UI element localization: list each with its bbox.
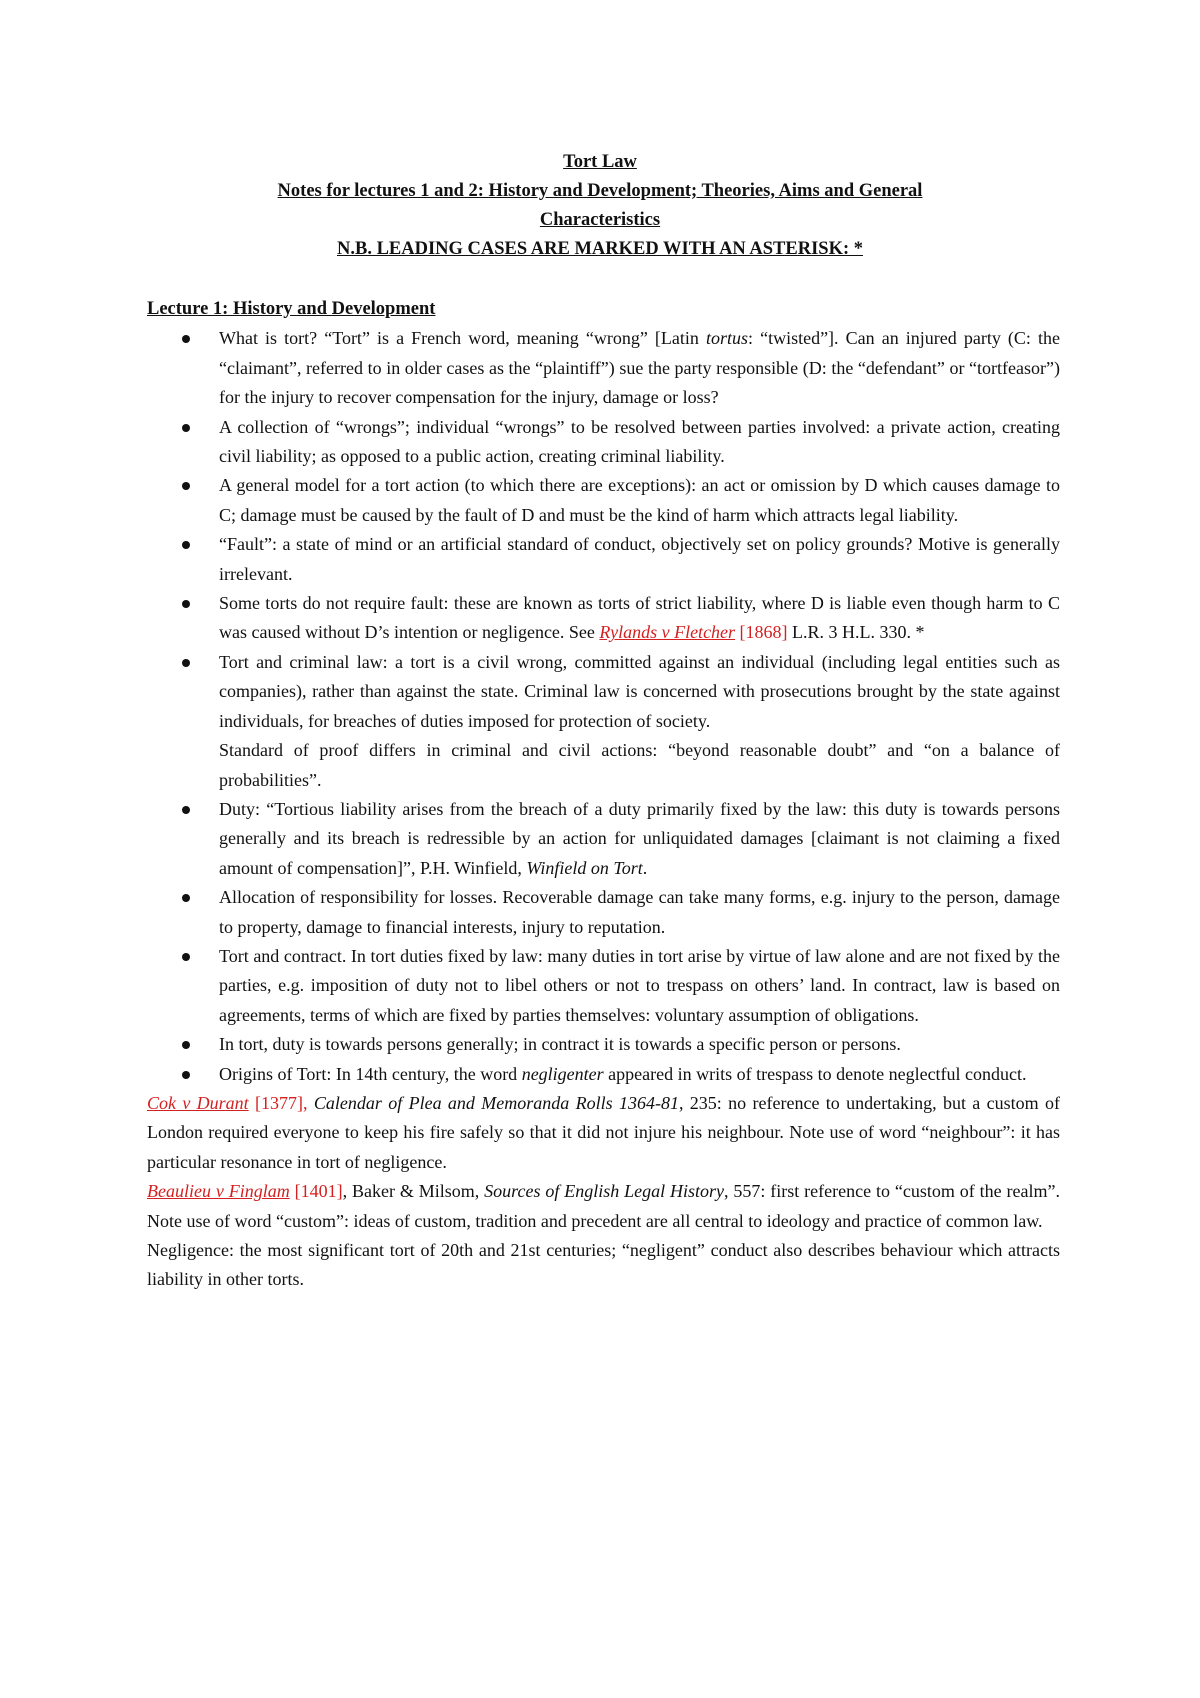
document-subtitle-line2: Characteristics [539,210,661,230]
bullet-dot-icon [182,1041,190,1049]
case-year: [1868] [735,622,788,643]
bullet-dot-icon [182,1071,190,1079]
bullet-dot-icon [182,659,190,667]
bullet-item [147,1030,1060,1059]
bullet-dot-icon [182,424,190,432]
bullet-text: A collection of “wrongs”; individual “wrongs” to be resolved between parties involved: a private action, creating civil liability; as opposed to a public action, creating criminal liability. [219,416,1060,467]
bullet-text: Tort and criminal law: a tort is a civil wrong, committed against an individual (including legal entities such as companies), rather than against the state. Criminal law is concerned with prosecutions brought by the state against individuals, for breaches of duties imposed for protection of society. [219,651,1060,731]
bullet-dot-icon [182,894,190,902]
bullet-text: . [642,857,648,878]
book-title: Winfield on Tort [526,857,643,878]
bullet-text: Tort and contract. In tort duties fixed by law: many duties in tort arise by virtue of law alone and are not fixed by the parties, e.g. imposition of duty not to libel others or not to trespass on others’ land. In contract, law is based on agreements, terms of which are fixed by parties themselves: voluntary assumption of obligations. [219,945,1060,1025]
document-subtitle-line1: Notes for lectures 1 and 2: History and Development; Theories, Aims and General [277,181,923,201]
bullet-item [147,883,1060,942]
section-title: Lecture 1: History and Development [147,299,436,319]
bullet-item [147,795,1060,883]
case-link-beaulieu[interactable]: Beaulieu v Finglam [147,1181,290,1202]
source-title: Sources of English Legal History [484,1181,725,1202]
bullet-item [147,413,1060,472]
document-title: Tort Law [563,152,637,172]
case-year: [1377], [248,1092,308,1113]
bullet-text: “Fault”: a state of mind or an artificial standard of conduct, objectively set on policy grounds? Motive is generally irrelevant. [219,534,1060,584]
bullet-item [147,1060,1060,1089]
latin-term: negligenter [521,1063,604,1084]
bullet-text: : “twisted”]. Can an injured party (C: the “claimant”, referred to in older cases as the “plaintiff”) sue the party responsible (D: the “defendant” or “tortfeasor”) for the injury to recover compensation for the injury, damage or loss? [219,328,1060,408]
bullet-text: Origins of Tort: In 14th century, the word [219,1063,522,1084]
bullet-list [147,324,1060,1089]
bullet-dot-icon [182,482,190,490]
case-year: [1401] [289,1181,343,1202]
bullet-item [147,324,1060,412]
bullet-text-continuation: Standard of proof differs in criminal and civil actions: “beyond reasonable doubt” and “on a balance of probabilities”. [219,740,1060,790]
bullet-text: A general model for a tort action (to which there are exceptions): an act or omission by D which causes damage to C; damage must be caused by the fault of D and must be the kind of harm which attracts legal liability. [219,475,1060,525]
bullet-item [147,589,1060,648]
source-title: Calendar of Plea and Memoranda Rolls 1364-81 [307,1092,679,1113]
bullet-text: Some torts do not require fault: these are known as torts of strict liability, where D is liable even though harm to C was caused without D’s intention or negligence. See [219,593,1060,643]
paragraph-cok-v-durant [147,1089,1060,1177]
document-header [140,148,1060,264]
bullet-text: Duty: “Tortious liability arises from the breach of a duty primarily fixed by the law: this duty is towards persons generally and its breach is redressible by an action for unliquidated damages [claimant is not claiming a fixed amount of compensation]”, P.H. Winfield, [219,798,1060,878]
leading-cases-note: N.B. LEADING CASES ARE MARKED WITH AN ASTERISK: * [337,239,863,259]
paragraph-negligence: Negligence: the most significant tort of 20th and 21st centuries; “negligent” conduct also describes behaviour which attracts liability in other torts. [147,1240,1060,1290]
bullet-item [147,942,1060,1030]
bullet-text: Allocation of responsibility for losses. Recoverable damage can take many forms, e.g. injury to the person, damage to property, damage to financial interests, injury to reputation. [219,887,1060,937]
bullet-dot-icon [182,600,190,608]
latin-term: tortus [705,328,748,349]
bullet-item [147,530,1060,589]
bullet-text: What is tort? “Tort” is a French word, meaning “wrong” [Latin [219,328,706,349]
bullet-item [147,471,1060,530]
paragraph-beaulieu-v-finglam [147,1177,1060,1236]
bullet-dot-icon [182,541,190,549]
paragraph-text: , Baker & Milsom, [342,1181,485,1202]
bullet-text: appeared in writs of trespass to denote neglectful conduct. [603,1063,1027,1084]
bullet-dot-icon [182,335,190,343]
bullet-dot-icon [182,953,190,961]
bullet-text: In tort, duty is towards persons generally; in contract it is towards a specific person or persons. [219,1034,901,1055]
paragraph-text: , 235: no reference to undertaking, but a custom of London required everyone to keep his fire safely so that it did not injure his neighbour. Note use of word “neighbour”: it has particular resonance in tort of negligence. [147,1092,1060,1172]
document-body [147,295,1060,1295]
bullet-dot-icon [182,806,190,814]
case-link-cok[interactable]: Cok v Durant [147,1092,249,1113]
bullet-item [147,648,1060,795]
case-link-rylands[interactable]: Rylands v Fletcher [599,622,736,643]
bullet-text: L.R. 3 H.L. 330. * [787,622,925,643]
paragraph-text: , 557: first reference to “custom of the realm”. Note use of word “custom”: ideas of custom, tradition and precedent are all central to ideology and practice of common law. [147,1181,1060,1231]
